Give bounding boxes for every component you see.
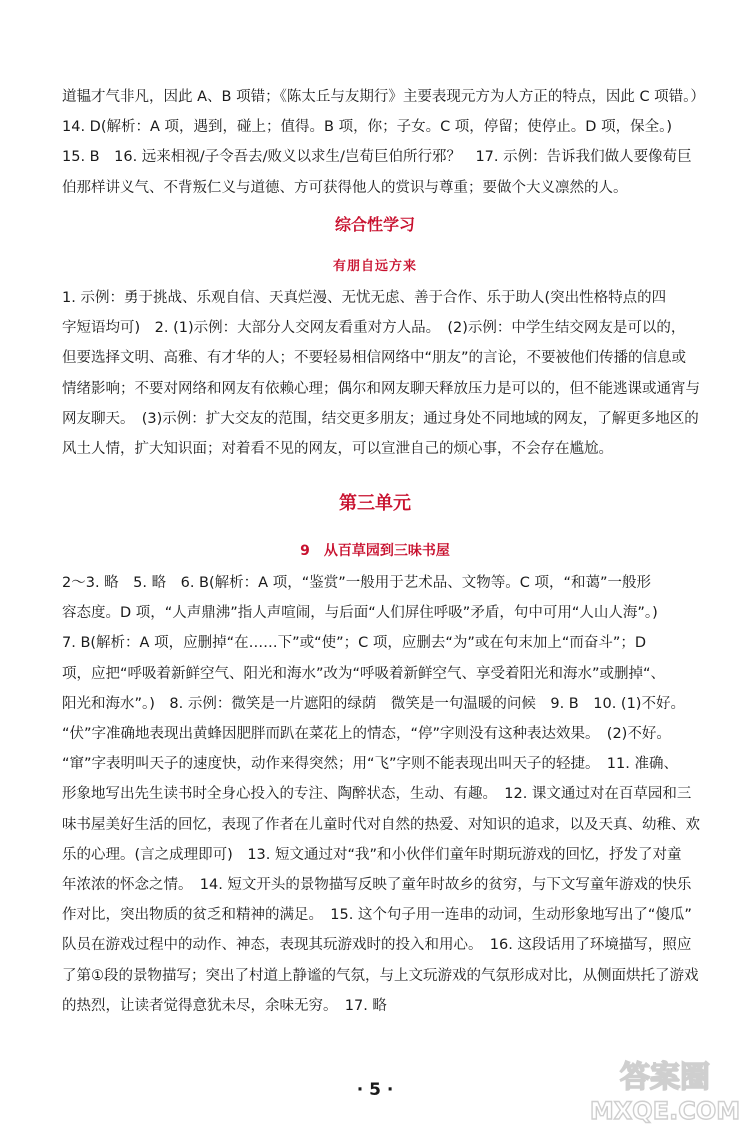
text-line: 了第①段的景物描写；突出了村道上静谧的气氛，与上文玩游戏的气氛形成对比，从侧面烘托了游戏 [62, 967, 699, 984]
unit-title: 第三单元 [339, 493, 411, 514]
watermark-logo [590, 1047, 740, 1127]
answers-block-3 [62, 568, 712, 1021]
text-line: 风土人情，扩大知识面；对着看不见的网友，可以宣泄自己的烦心事，不会存在尴尬。 [62, 441, 613, 458]
text-line: 15. B 16. 远来相视/子令吾去/败义以求生/岂荀巨伯所行邪？ 17. 示例：告诉我们做人要像荀巨 [62, 149, 692, 166]
text-line: 1. 示例：勇于挑战、乐观自信、天真烂漫、无忧无虑、善于合作、乐于助人(突出性格特点的四 [62, 290, 667, 306]
text-line: 乐的心理。(言之成理即可) 13. 短文通过对“我”和小伙伴们童年时期玩游戏的回忆，抒发了对童 [62, 846, 682, 863]
text-line: 情绪影响；不要对网络和网友有依赖心理；偶尔和网友聊天释放压力是可以的，但不能逃课或通宵与 [62, 380, 700, 397]
text-line: 7. B(解析：A 项，应删掉“在……下”或“使”；C 项，应删去“为”或在句末加上“而奋斗”；D [62, 635, 647, 652]
section-title: 综合性学习 [334, 215, 415, 234]
watermark-text-bottom: MXQE.COM [590, 1097, 740, 1125]
answers-block-2 [62, 283, 712, 464]
text-line: 阳光和海水”。) 8. 示例：微笑是一片遮阳的绿荫 微笑是一句温暖的问候 9. B 10. (1)不好。 [62, 695, 685, 712]
text-line: “伏”字准确地表现出黄蜂因肥胖而趴在菜花上的情态，“停”字则没有这种表达效果。 (2)不好。 [62, 726, 671, 743]
text-line: 作对比，突出物质的贫乏和精神的满足。 15. 这个句子用一连串的动词，生动形象地写出了“傻瓜” [62, 907, 692, 924]
text-line: 网友聊天。 (3)示例：扩大交友的范围，结交更多朋友；通过身处不同地域的网友，了解更多地区的 [62, 410, 699, 427]
text-line: 伯那样讲义气、不背叛仁义与道德、方可获得他人的赏识与尊重；要做个大义凛然的人。 [62, 179, 628, 196]
text-line: 容态度。D 项，“人声鼎沸”指人声喧闹，与后面“人们屏住呼吸”矛盾，句中可用“人山人海”。) [62, 605, 658, 622]
text-line: 队员在游戏过程中的动作、神态，表现其玩游戏时的投入和用心。 16. 这段话用了环境描写，照应 [62, 937, 692, 954]
text-line: 味书屋美好生活的回忆，表现了作者在儿童时代对自然的热爱、对知识的追求，以及天真、幼稚、欢 [62, 816, 700, 833]
text-line: “窜”字表明叫天子的速度快，动作来得突然；用“飞”字则不能表现出叫天子的轻捷。 11. 准确、 [62, 756, 678, 773]
watermark-logo-icon [590, 1047, 740, 1127]
text-line: 2～3. 略 5. 略 6. B(解析：A 项，“鉴赏”一般用于艺术品、文物等。C 项，“和蔼”一般形 [62, 575, 651, 591]
text-line: 形象地写出先生读书时全身心投入的专注、陶醉状态，生动、有趣。 12. 课文通过对在百草园和三 [62, 786, 692, 803]
section-subtitle: 有朋自远方来 [332, 259, 417, 274]
text-line: 但要选择文明、高雅、有才华的人；不要轻易相信网络中“朋友”的言论，不要被他们传播的信息或 [62, 350, 687, 367]
answers-block-1 [62, 82, 712, 203]
text-line: 字短语均可) 2. (1)示例：大部分人交网友看重对方人品。 (2)示例：中学生结交网友是可以的， [62, 320, 686, 337]
text-line: 项，应把“呼吸着新鲜空气、阳光和海水”改为“呼吸着新鲜空气、享受着阳光和海水”或删掉“、 [62, 665, 666, 682]
text-line: 年浓浓的怀念之情。 14. 短文开头的景物描写反映了童年时故乡的贫穷，与下文写童年游戏的快乐 [62, 877, 692, 894]
watermark-text-top: 答案圈 [620, 1060, 710, 1095]
text-line: 的热烈，让读者觉得意犹未尽，余味无穷。 17. 略 [62, 997, 387, 1014]
page-number: · 5 · [356, 1080, 394, 1100]
lesson-title: 9 从百草园到三味书屋 [300, 543, 450, 559]
text-line: 道韫才气非凡，因此 A、B 项错；《陈太丘与友期行》主要表现元方为人方正的特点，因此 C 项错。） [62, 89, 705, 105]
text-line: 14. D(解析：A 项，遇到，碰上；值得。B 项，你；子女。C 项，停留；使停止。D 项，保全。) [62, 119, 672, 136]
